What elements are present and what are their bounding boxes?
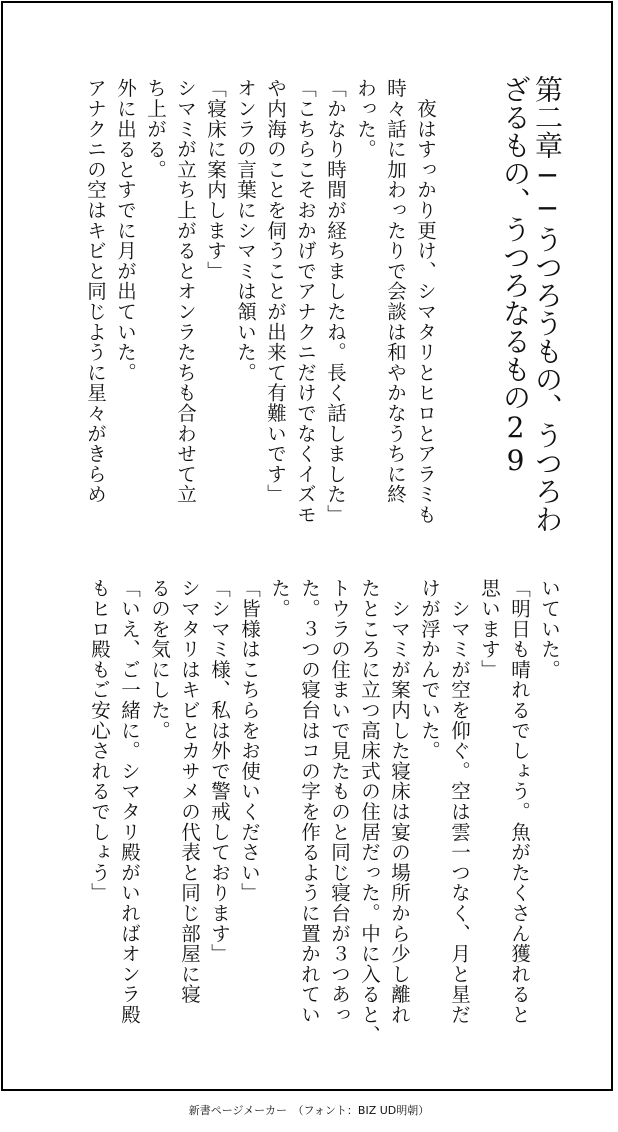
chapter-title-line-2: ざるもの、うつろなるもの29	[499, 75, 532, 477]
body-line: けが浮かんでいた。	[418, 578, 441, 761]
body-line: ち上がる。	[144, 78, 167, 180]
body-line: 「明日も晴れるでしょう。魚がたくさん獲れると	[508, 578, 531, 1025]
body-line: 「こちらこそおかげでアナクニだけでなくイズモ	[294, 78, 317, 525]
body-line: シマタリはキビとカサメの代表と同じ部屋に寝	[178, 578, 201, 1005]
body-line: シマミが立ち上がるとオンラたちも合わせて立	[174, 78, 197, 505]
body-line: トウラの住まいで見たものと同じ寝台が３つあっ	[328, 578, 351, 1025]
body-line: 夜はすっかり更け、シマタリとヒロとアラミも	[414, 78, 437, 525]
body-line: た。３つの寝台はコの字を作るように置かれてい	[298, 578, 321, 1025]
body-line: オンラの言葉にシマミは頷いた。	[234, 78, 257, 383]
body-line: 「いえ、ご一緒に。シマタリ殿がいればオンラ殿	[118, 578, 141, 1025]
body-line: 「寝床に案内します」	[204, 78, 227, 281]
body-line: るのを気にした。	[148, 578, 171, 741]
body-line: 「皆様はこちらをお使いください」	[238, 578, 261, 903]
body-line: や内海のことを伺うことが出来て有難いです」	[264, 78, 287, 505]
body-line: 「かなり時間が経ちましたね。長く話しました」	[324, 78, 347, 525]
body-line: 外に出るとすでに月が出ていた。	[114, 78, 137, 383]
body-line: アナクニの空はキビと同じように星々がきらめ	[84, 78, 107, 505]
body-line: いていた。	[538, 578, 561, 680]
body-line: たところに立つ高床式の住居だった。中に入ると、	[358, 578, 381, 1045]
body-line: た。	[268, 578, 291, 619]
body-line: シマミが空を仰ぐ。空は雲一つなく、月と星だ	[448, 578, 471, 1025]
chapter-title-line-1: 第二章──うつろうもの、うつろわ	[531, 75, 564, 533]
footer-credit: 新書ページメーカー （フォント：BIZ UD明朝）	[188, 1104, 430, 1117]
body-line: シマミが案内した寝床は宴の場所から少し離れ	[388, 578, 411, 1025]
body-line: 時々話に加わったりで会談は和やかなうちに終	[384, 78, 407, 505]
body-line: 思います」	[478, 578, 501, 680]
body-line: もヒロ殿もご安心されるでしょう」	[88, 578, 111, 903]
book-page	[1, 1, 613, 1091]
body-line: わった。	[354, 78, 377, 160]
body-line: 「シマミ様、私は外で警戒しております」	[208, 578, 231, 964]
